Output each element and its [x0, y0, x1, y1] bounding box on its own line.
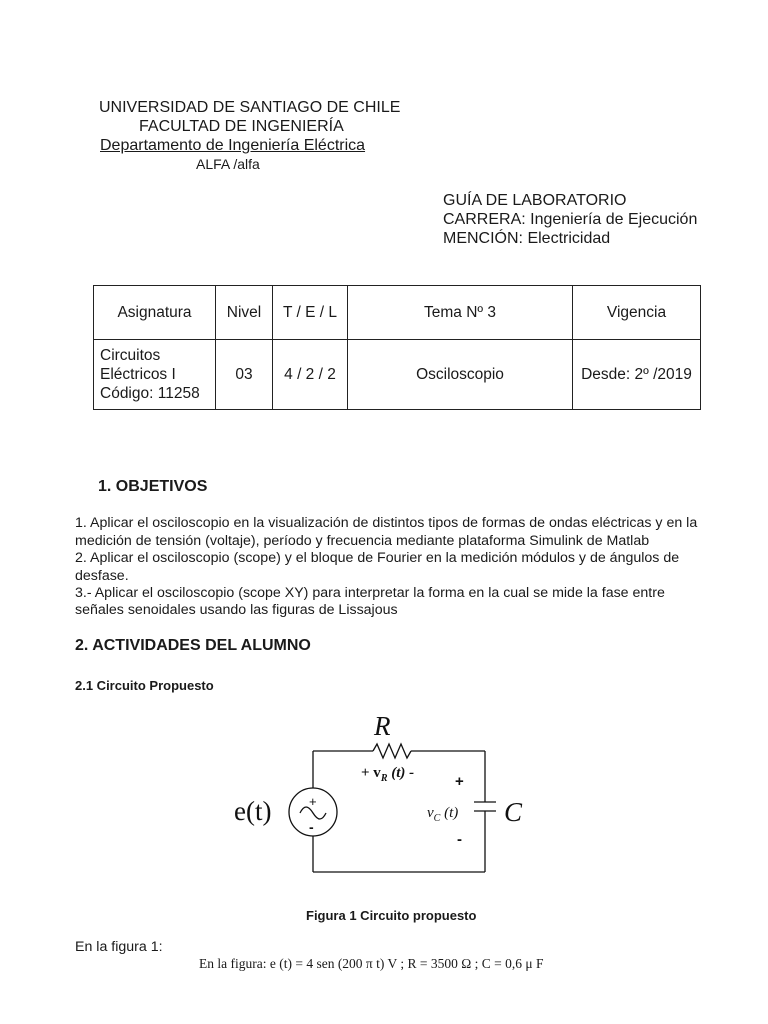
objective-line: desfase. — [75, 568, 129, 584]
university-name: UNIVERSIDAD DE SANTIAGO DE CHILE — [99, 99, 401, 116]
source-plus-sign: + — [309, 794, 317, 809]
header-cell-subject: Asignatura — [94, 286, 216, 340]
level-cell: 03 — [216, 340, 273, 410]
vr-argument: (t) - — [387, 765, 415, 781]
subject-line: Código: 11258 — [100, 385, 200, 402]
department-name: Departamento de Ingeniería Eléctrica — [100, 137, 366, 154]
rc-circuit-diagram — [228, 706, 538, 876]
objective-line: 1. Aplicar el osciloscopio en la visualización de distintos tipos de formas de ondas eléctricas y en la — [75, 515, 698, 531]
activities-heading: 2. ACTIVIDADES DEL ALUMNO — [75, 637, 311, 654]
resistor-zigzag — [373, 744, 411, 758]
header-cell-validity: Vigencia — [573, 286, 701, 340]
header-cell-tel: T / E / L — [273, 286, 348, 340]
vc-subscript: C — [433, 813, 441, 824]
author-name: ALFA /alfa — [196, 156, 260, 172]
table-header-row — [94, 286, 701, 340]
objective-line: medición de tensión (voltaje), período y frecuencia mediante plataforma Simulink de Matlab — [75, 533, 650, 549]
subject-cell — [94, 340, 216, 410]
table-row — [94, 340, 701, 410]
mention-line: MENCIÓN: Electricidad — [443, 230, 611, 247]
circuit-subheading: 2.1 Circuito Propuesto — [75, 678, 214, 693]
faculty-name: FACULTAD DE INGENIERÍA — [139, 118, 344, 135]
source-minus-sign: - — [309, 819, 314, 835]
capacitor-label: C — [504, 797, 523, 827]
header-cell-level: Nivel — [216, 286, 273, 340]
subject-line: Circuitos — [100, 347, 161, 364]
tel-cell: 4 / 2 / 2 — [273, 340, 348, 410]
vc-label-main: v — [427, 805, 434, 821]
career-line: CARRERA: Ingeniería de Ejecución — [443, 211, 698, 228]
objectives-heading: 1. OBJETIVOS — [98, 478, 208, 495]
validity-cell: Desde: 2º /2019 — [573, 340, 701, 410]
vc-label — [427, 805, 458, 824]
vr-label-main: + v — [361, 765, 381, 781]
resistor-label: R — [374, 711, 391, 741]
circuit-parameters-equation: En la figura: e (t) = 4 sen (200 π t) V ; R = 3500 Ω ; C = 0,6 μ F — [199, 956, 544, 971]
capacitor-minus-sign: - — [457, 831, 462, 848]
vr-label — [361, 765, 414, 784]
topic-cell: Osciloscopio — [348, 340, 573, 410]
source-label: e(t) — [234, 796, 272, 826]
objective-line: 2. Aplicar el osciloscopio (scope) y el bloque de Fourier en la medición módulos y de ángulos de — [75, 550, 680, 566]
vr-subscript: R — [380, 773, 388, 784]
subject-line: Eléctricos I — [100, 366, 176, 383]
course-info-table — [93, 285, 701, 410]
objective-line: 3.- Aplicar el osciloscopio (scope XY) para interpretar la forma en la cual se mide la fase entre — [75, 585, 665, 601]
guide-title: GUÍA DE LABORATORIO — [443, 192, 627, 209]
figure-intro: En la figura 1: — [75, 939, 163, 955]
vc-argument: (t) — [440, 805, 459, 821]
objective-line: señales senoidales usando las figuras de Lissajous — [75, 602, 398, 618]
capacitor-plus-sign: + — [455, 773, 464, 790]
header-cell-topic: Tema Nº 3 — [348, 286, 573, 340]
figure-caption: Figura 1 Circuito propuesto — [306, 908, 477, 923]
